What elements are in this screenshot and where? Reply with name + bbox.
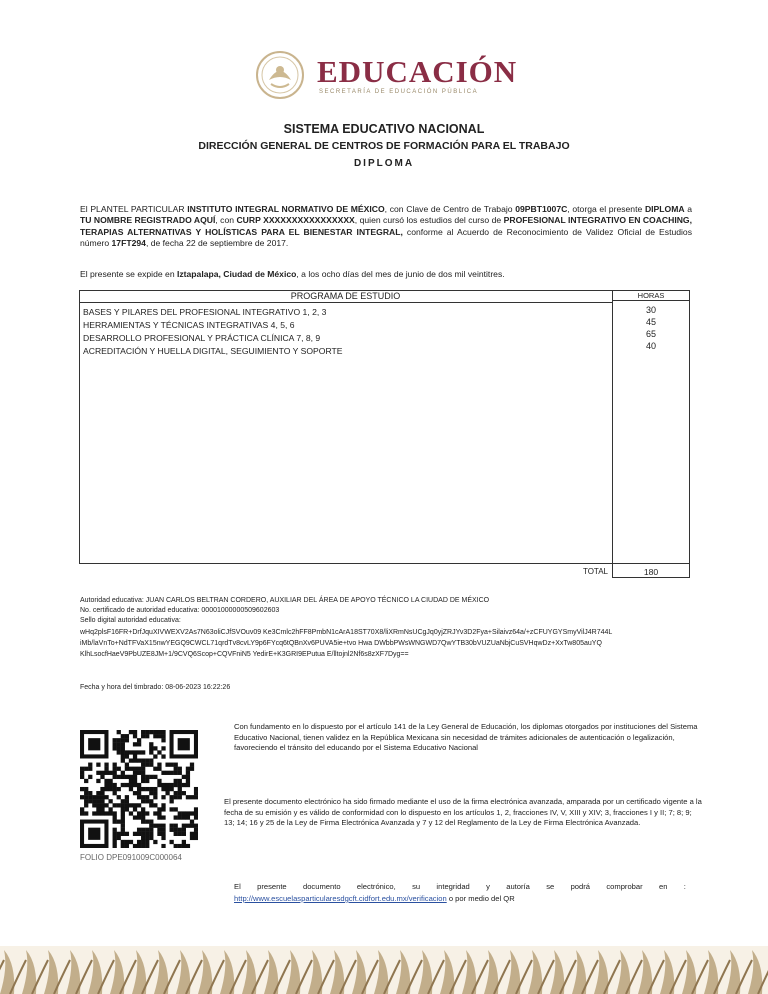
table-row-program: BASES Y PILARES DEL PROFESIONAL INTEGRATIVO 1, 2, 3 xyxy=(83,307,327,317)
qr-code-icon[interactable] xyxy=(80,730,198,848)
direction-heading: DIRECCIÓN GENERAL DE CENTROS DE FORMACIÓN PARA EL TRABAJO xyxy=(198,140,570,152)
seal-icon xyxy=(255,50,305,100)
hours-column-header: HORAS xyxy=(637,291,665,300)
verification-word: podrá xyxy=(570,882,591,891)
verification-word: integridad xyxy=(436,882,470,891)
authority-line: Autoridad educativa: JUAN CARLOS BELTRAN CORDERO, AUXILIAR DEL ÁREA DE APOYO TÉCNICO LA CIUDAD DE MÉXICO xyxy=(80,597,490,604)
system-heading: SISTEMA EDUCATIVO NACIONAL xyxy=(283,122,485,136)
table-row-program: DESARROLLO PROFESIONAL Y PRÁCTICA CLÍNICA 7, 8, 9 xyxy=(83,333,321,343)
course-name: PROFESIONAL INTEGRATIVO EN COACHING, TERAPIAS ALTERNATIVAS Y HOLÍSTICAS PARA EL BIENESTAR INTEGRAL, xyxy=(80,215,692,237)
issue-text: El presente se expide en xyxy=(80,269,177,279)
table-row-hours: 30 xyxy=(645,305,656,315)
table-row-hours: 65 xyxy=(645,329,656,339)
stamp-datetime: Fecha y hora del timbrado: 08-06-2023 16:22:26 xyxy=(80,684,231,691)
verification-word: El xyxy=(234,882,241,891)
student-name: TU NOMBRE REGISTRADO AQUÍ xyxy=(80,215,216,226)
curp: CURP XXXXXXXXXXXXXXXX xyxy=(236,215,355,226)
rvoe-number: 17FT294 xyxy=(111,237,146,248)
verification-word: presente xyxy=(257,882,287,891)
table-row-hours: 45 xyxy=(645,317,656,327)
verification-word: electrónico, xyxy=(356,882,396,891)
issue-place: Iztapalapa, Ciudad de México xyxy=(176,269,297,279)
verification-word: autoría xyxy=(506,882,530,891)
statement-text: a xyxy=(684,204,693,214)
statement-text: , otorga el presente xyxy=(567,204,645,214)
legal-basis-text: Con fundamento en lo dispuesto por el artículo 141 de la Ley General de Educación, los diplomas otorgados por instituciones del Sistema Educativo Nacional, tienen validez en la República Mexicana sin necesidad de trámites adicionales de autenticación o legalización, favoreciendo el tránsito del educando por el Sistema Educativo Nacional xyxy=(234,722,698,752)
statement-text: , de fecha 22 de septiembre de 2017. xyxy=(145,237,289,248)
study-program-table xyxy=(79,290,690,578)
verification-word: comprobar xyxy=(606,882,643,891)
verification-word: y xyxy=(486,882,490,891)
sep-logo xyxy=(255,48,525,104)
document-type-heading: DIPLOMA xyxy=(353,158,415,169)
table-row-program: ACREDITACIÓN Y HUELLA DIGITAL, SEGUIMIENTO Y SOPORTE xyxy=(83,346,343,356)
statement-text: conforme al Acuerdo de Reconocimiento de Validez Oficial de Estudios número xyxy=(80,226,692,248)
electronic-signature-text: El presente documento electrónico ha sido firmado mediante el uso de la firma electrónica avanzada, amparada por un certificado vigente a la fecha de su emisión y es válido de conformidad con lo dispuesto en los artículos 1, 2, fracciones IV, V, XIII y XIV; 3, fracciones I y II; 7; 8; 9; 13; 14; 16 y 25 de la Ley de Firma Electrónica Avanzada y 7 y 12 del Reglamento de la Ley de Firma Electrónica Avanzada. xyxy=(224,797,702,827)
digital-seal-line: wHq2plsF16FR+DrfJquXIVWEXV2As7N63oliCJfSVOuv09 Ke3Cmlc2hFF8PmbN1cArA18ST70X8/liXRmNsUCgJq0yjZRJYv3D2Fya+Silaivz64a/+zCFUYGYSmyVilJ4R744L xyxy=(80,629,613,636)
digital-seal-label: Sello digital autoridad educativa: xyxy=(80,617,181,624)
verification-text xyxy=(234,881,686,905)
program-column-header: PROGRAMA DE ESTUDIO xyxy=(290,291,401,301)
certificate-number: No. certificado de autoridad educativa: 00001000000509602603 xyxy=(80,607,280,614)
statement-text: El PLANTEL PARTICULAR xyxy=(80,204,188,214)
statement-text: , con xyxy=(215,215,237,226)
verification-link[interactable]: http://www.escuelasparticularesdgcft.cidfort.edu.mx/verificacion xyxy=(234,894,447,903)
diploma-statement xyxy=(80,204,692,249)
logo-title: EDUCACIÓN xyxy=(317,54,518,89)
verification-line xyxy=(234,881,686,893)
verification-word: documento xyxy=(302,882,341,891)
decorative-border xyxy=(0,946,768,994)
issue-statement xyxy=(80,269,692,280)
verification-word: en xyxy=(658,882,668,891)
diploma-word: DIPLOMA xyxy=(644,204,685,214)
institute-name: INSTITUTO INTEGRAL NORMATIVO DE MÉXICO xyxy=(187,204,385,214)
verification-word: : xyxy=(683,882,686,891)
digital-seal-line: iMb/laVnTo+NdTFVaX15nwYEGQ9CWCL71qrdTv8cvLY9p6FYcq6tQBnXv6PUVA5ie+tvo Hwa DWbbPWsWNGWD7QwYTB30bVUZUaNbjCuSVHqwDz+XxTw805auYQ xyxy=(80,640,602,647)
folio-number: FOLIO DPE091009C000064 xyxy=(80,853,182,862)
verification-link-line xyxy=(234,893,686,905)
table-row-hours: 40 xyxy=(645,341,656,351)
total-hours: 180 xyxy=(643,567,659,577)
table-row-program: HERRAMIENTAS Y TÉCNICAS INTEGRATIVAS 4, 5, 6 xyxy=(83,320,295,330)
statement-text: , con Clave de Centro de Trabajo xyxy=(384,204,516,214)
verification-word: su xyxy=(412,882,421,891)
logo-subtitle: SECRETARÍA DE EDUCACIÓN PÚBLICA xyxy=(319,89,479,95)
statement-text: , quien cursó los estudios del curso de xyxy=(354,215,504,226)
cct-code: 09PBT1007C xyxy=(515,204,568,214)
issue-text: , a los ocho días del mes de junio de dos mil veintitres. xyxy=(296,269,505,279)
total-label: TOTAL xyxy=(582,567,608,576)
verification-word: se xyxy=(546,882,555,891)
verification-tail: o por medio del QR xyxy=(446,894,515,903)
digital-seal-line: KlhLsocfHaeV9PbUZE8JM+1/9CVQ6Scop+CQVFniN5 YedirE+K3GRI9EPutua E/lltojnl2Nf6s8zXF7Dyg== xyxy=(80,651,409,658)
